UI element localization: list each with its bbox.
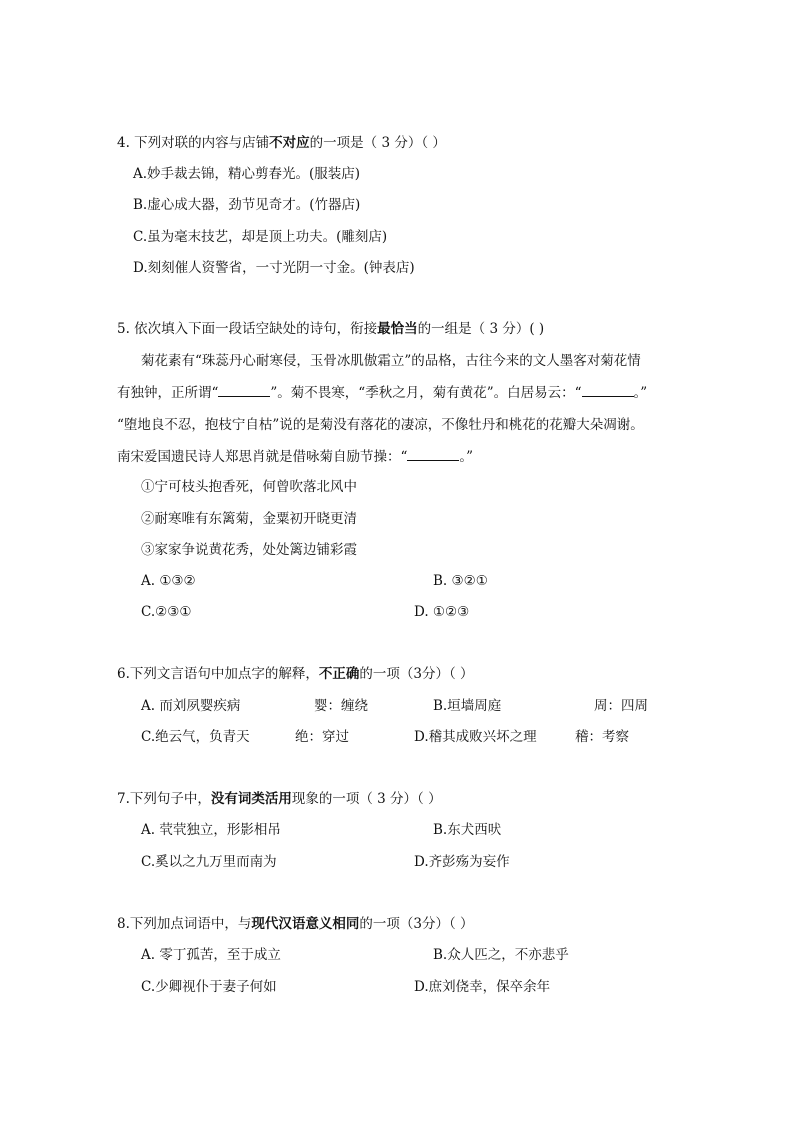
q7-option-b: B.东犬西吠 [433, 822, 502, 838]
q7-option-d: D.齐彭殇为妄作 [414, 854, 510, 870]
q4-stem: 4. 下列对联的内容与店铺不对应的一项是（ 3 分）（ ） [117, 135, 446, 151]
q4-option-c: C.虽为毫末技艺，却是顶上功夫。(雕刻店) [133, 229, 388, 245]
q6-option-d-gloss: 稽：考察 [575, 729, 629, 745]
q7-option-c: C.奚以之九万里而南为 [141, 854, 277, 870]
q7-emphasis: 没有词类活用 [210, 791, 292, 807]
q6-option-c-sentence: C.绝云气，负青天 [141, 729, 250, 745]
q5-item-2: ②耐寒唯有东篱菊，金粟初开晓更清 [141, 511, 357, 527]
q6-option-b-sentence: B.垣墙周庭 [433, 698, 502, 714]
q5-passage-line-3: “堕地良不忍，抱枝宁自枯”说的是菊没有落花的凄凉，不像牡丹和桃花的花瓣大朵凋谢。 [117, 417, 644, 433]
q8-stem: 8.下列加点词语中，与现代汉语意义相同的一项（3分）（ ） [117, 916, 474, 932]
q5-option-c: C.②③① [141, 604, 192, 620]
q5-option-b: B. ③②① [433, 573, 488, 589]
q5-passage-line-1: 菊花素有“珠蕊丹心耐寒侵，玉骨冰肌傲霜立”的品格，古往今来的文人墨客对菊花情 [141, 353, 641, 369]
q4-emphasis: 不对应 [269, 135, 310, 151]
q5-item-1: ①宁可枝头抱香死，何曾吹落北风中 [141, 479, 357, 495]
q6-option-b-gloss: 周：四周 [594, 698, 648, 714]
q5-number: 5. [117, 321, 135, 337]
q8-emphasis: 现代汉语意义相同 [251, 916, 360, 932]
q5-option-a: A. ①③② [141, 573, 196, 589]
q5-passage-line-4: 南宋爱国遗民诗人郑思肖就是借咏菊自励节操：“ 。” [117, 449, 474, 465]
q5-stem: 5. 依次填入下面一段话空缺处的诗句，衔接最恰当的一组是（ 3 分）( ) [117, 321, 545, 337]
q5-emphasis: 最恰当 [377, 321, 418, 337]
q4-number: 4. [117, 135, 135, 151]
q4-option-d: D.刻刻催人资警省，一寸光阴一寸金。(钟表店) [133, 260, 415, 276]
q6-option-a-sentence: A. 而刘夙婴疾病 [141, 698, 241, 714]
q5-item-3: ③家家争说黄花秀，处处篱边铺彩霞 [141, 542, 357, 558]
q8-option-c: C.少卿视仆于妻子何如 [141, 979, 277, 995]
q8-option-b: B.众人匹之，不亦悲乎 [433, 947, 569, 963]
q5-passage-line-2: 有独钟，正所谓“ ”。菊不畏寒，“季秋之月，菊有黄花”。白居易云：“ 。” [117, 385, 648, 401]
q8-option-d: D.庶刘侥幸，保卒余年 [414, 979, 551, 995]
q7-option-a: A. 茕茕独立，形影相吊 [141, 822, 281, 838]
fill-blank-2 [582, 384, 634, 397]
q5-option-d: D. ①②③ [414, 604, 470, 620]
q8-option-a: A. 零丁孤苦，至于成立 [141, 947, 281, 963]
q4-option-a: A.妙手裁去锦，精心剪春光。(服装店) [133, 166, 361, 182]
q6-option-c-gloss: 绝：穿过 [295, 729, 349, 745]
q6-option-a-gloss: 婴：缠绕 [314, 698, 368, 714]
fill-blank-1 [218, 384, 270, 397]
q6-stem: 6.下列文言语句中加点字的解释，不正确的一项（3分）（ ） [117, 666, 474, 682]
q6-emphasis: 不正确 [318, 666, 360, 682]
q4-option-b: B.虚心成大器，劲节见奇才。(竹器店) [133, 197, 361, 213]
q7-stem: 7.下列句子中，没有词类活用现象的一项（ 3 分）（ ） [117, 791, 442, 807]
fill-blank-3 [407, 448, 459, 461]
q6-number: 6. [117, 666, 130, 682]
q6-option-d-sentence: D.稽其成败兴坏之理 [414, 729, 537, 745]
q7-number: 7. [117, 791, 130, 807]
q8-number: 8. [117, 916, 130, 932]
